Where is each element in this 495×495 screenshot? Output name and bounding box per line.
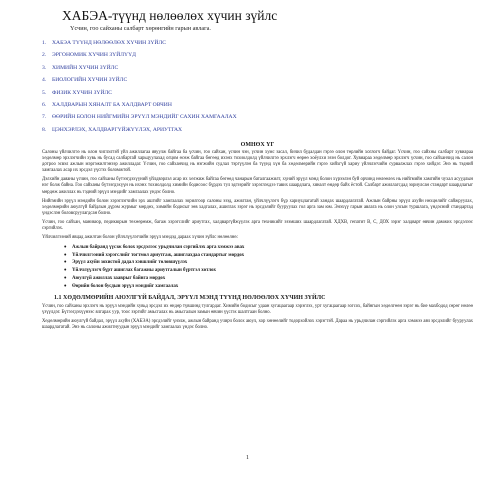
subsection-heading: 1.1 ХӨДӨЛМӨРИЙН АЮУЛГҮЙ БАЙДАЛ, ЭРҮҮЛ МЭНД ТҮҮНД НӨЛӨӨЛӨХ ХҮЧИН ЗҮЙЛС <box>54 294 326 301</box>
toc-item-label: ХАЛДВАРЫН ХЯНАЛТ БА ХАЛДВАРТ ОВЧИН <box>52 102 172 109</box>
bullet-item: • Үйлчилгээний хэрэгслийг тогтмол ариутгаж, ашиглахдаа стандартыг мөрдөх <box>64 252 473 260</box>
toc-item-label: ЭРГОНОМИК ХҮЧИН ЗҮЙЛҮҮД <box>52 52 136 59</box>
toc-item-label: ӨӨРИЙН БОЛОН НИЙГМИЙН ЭРҮҮЛ МЭНДИЙГ САХИН ХАМГААЛАХ <box>52 114 237 121</box>
page-number: 1 <box>246 455 249 461</box>
toc-item[interactable]: 8. ЦЭНХЭРЛЭХ, ХАЛДВАРГҮЙЖҮҮЛЭХ, АРИУТГАХ <box>42 126 183 133</box>
bullet-item: • Аюулгүй ажиллах зааврыг байнга мөрдөх <box>64 275 473 283</box>
toc-item[interactable]: 6. ХАЛДВАРЫН ХЯНАЛТ БА ХАЛДВАРТ ОВЧИН <box>42 102 172 109</box>
toc-item-label: ХИМИЙН ХҮЧИН ЗҮЙЛС <box>52 64 119 71</box>
intro-heading: ОМНӨХ ҮГ <box>240 142 275 149</box>
toc-item-label: ФИЗИК ХҮЧИН ЗҮЙЛС <box>52 89 113 96</box>
bullet-item: • Үйлчлүүлэгч бүрт ашиглах багажны ариутгалын бүртгэл хөтлөх <box>64 267 473 275</box>
bullet-item: • Эрүүл ахуйн зохистой дадал хэвшлийг төлөвшүүлэх <box>64 259 473 267</box>
intro-paragraph: Салоны үйлчилгээ нь олон чиглэлтэй үйл ажиллагаа явуулж байгаа ба үсчин, гоо сайхан, үсчин чэн, үсчин хумс засал, бичил будалдан гэрээ олон төрлийн хоглогч байдаг. Үсчин, гоо сайхны салбарт хувиараа хөдөлмөр эрхлэгчийн хувь нь бусад салбартай харьцуулахад огцом өсөж байгаа бөгөөд ихэнх тохиолдолд үйлчилгээ эрхлэгч өөрөө хоёулхи эзэн болдог. Хувиараа хөдөлмөр эрхлэгч үсчин, гоо сайханчид нь салон дотроо эсвэл ажлын мэргэжилтэнээр ажилладаг. Үсчин, гоо сайханчид нь нэгжийн судлал тэргүүлэн ба түүнд хүн ба хөдөлмөрийн гэрээ хийхгүй хариу үйлчлэгчийн сурвалжлах гэрээ хийдэг. Энэ нь тэдний хамгаалах асар их эрсдэл үүсгэх боломжтой. <box>42 150 473 174</box>
intro-paragraph: Үсчин, гоо сайхан, маникюр, педикюрын төхөөрөмж, багаж хэрэгслийг ариутгах, халдваргүйжүүлэх арга техникийг эзэмших шаардлагатай. ХДХВ, гепатит В, С, ДОХ зэрэг халдварт өвчин дамжих эрсдэлээс сэргийлэх. <box>42 219 473 231</box>
subsection-paragraph: Үсчин, гоо сайханы эрхлэгч нь эрүүл мэндийн хувьд эрсдэл их өндөр түвшинд тулгардаг. Химийн бодисыг удаан хугацаагаар хэрэглэх, урт хугацаагаар зогсох, байнгын хөдөлгөөн зэрэг нь бие махбодод сөрөг нөлөө үзүүлдэг. Бүтээгдэхүүнээс ялгарах уур, тоос зэргийг амьсгалах нь амьсгалын замын өвчин үүсгэх шалтгаан болно. <box>42 303 473 315</box>
bullet-item: • Ажлын байранд үүсэж болох эрсдэлээс урьдчилан сэргийлэх арга хэмжээ авах <box>64 244 473 252</box>
bullets-intro: Үйлчилгээний явцад ажилтан болон үйлчлүүлэгчийн эрүүл мэндэд дараах хүчин зүйлс нөлөөлнө: <box>42 234 238 240</box>
toc-item-label: ХАБЭА ТҮҮНД НӨЛӨӨЛӨХ ХҮЧИН ЗҮЙЛС <box>52 40 166 46</box>
toc-item[interactable]: 4. БИОЛОГИЙН ХҮЧИН ЗҮЙЛС <box>42 77 128 84</box>
toc-item[interactable]: 3. ХИМИЙН ХҮЧИН ЗҮЙЛС <box>42 64 119 71</box>
toc-item[interactable]: 7. ӨӨРИЙН БОЛОН НИЙГМИЙН ЭРҮҮЛ МЭНДИЙГ САХИН ХАМГААЛАХ <box>42 114 237 121</box>
intro-paragraph: Дэлхийн даяаны үсчин, гоо сайханы бүтээгдэхүүний үйлдвэрлэл асар их хөгжиж байгаа бөгөөд чанарын баталгаажилт, хүний эрүүл мэнд болон хүрээлэн буй орчинд нөлөөлөх нь нийгмийн хамгийн чухал асуудлын нэг болж байна. Гоо сайханы бүтээгдэхүүн нь ихэнх тохиолдолд химийн бодисоос бүрдэх тул эдгээрийг хэрэглэхдээ тавих шаардлага, хяналт өндөр байх ёстой. Салбарт ажиллагсдад зориулсан стандарт шаардлагыг мөрдөж ажиллах нь тэдний эрүүл мэндийг хамгаалах үндэс болно. <box>42 177 473 195</box>
intro-paragraph: Нийгмийн эрүүл мэндийн болон хэрэглэгчийн эрх ашгийг хамгаалах зорилгоор салоны эзэд, ажилтан, үйлчлүүлэгч бүр хариуцлагатай хандах шаардлагатай. Ажлын байрны эрүүл ахуйн нөхцөлийг сайжруулах, хөдөлмөрийн аюулгүй байдлын дүрэм журмыг мөрдөх, химийн бодисыг зөв хадгалах, ашиглах зэрэг нь эрсдэлийг бууруулах гол арга зам юм. Энэхүү гарын авлага нь олон улсын туршлага, үндэсний стандартад үндэслэн боловсруулагдсан болно. <box>42 198 473 216</box>
toc-item[interactable]: 2. ЭРГОНОМИК ХҮЧИН ЗҮЙЛҮҮД <box>42 52 136 59</box>
toc-item-label: БИОЛОГИЙН ХҮЧИН ЗҮЙЛС <box>52 77 128 84</box>
document-subtitle: Үсчин, гоо сайханы салбарт хөрөнгийн гарын авлага. <box>70 25 211 32</box>
document-title: ХАБЭА-түүнд нөлөөлөх хүчин зүйлс <box>62 8 278 23</box>
toc-item-label: ЦЭНХЭРЛЭХ, ХАЛДВАРГҮЙЖҮҮЛЭХ, АРИУТГАХ <box>52 126 183 133</box>
toc-item[interactable]: 1. ХАБЭА ТҮҮНД НӨЛӨӨЛӨХ ХҮЧИН ЗҮЙЛС <box>42 40 166 46</box>
bullet-list <box>64 244 473 291</box>
subsection-paragraph: Хөдөлмөрийн аюулгүй байдал, эрүүл ахуйн (ХАБЭА) эрсдэлийг үнэлж, ажлын байранд учирч болох аюул, хор хөнөөлийг тодорхойлох хэрэгтэй. Дараа нь урьдчилан сэргийлэх арга хэмжээ авч эрсдэлийг бууруулах шаардлагатай. Энэ нь салоны ажилтнуудын эрүүл мэндийг хамгаалах үндэс болно. <box>42 318 473 330</box>
table-of-contents <box>42 37 473 136</box>
toc-item[interactable]: 5. ФИЗИК ХҮЧИН ЗҮЙЛС <box>42 89 113 96</box>
bullet-item: • Өөрийн болон бусдын эрүүл мэндийг хамгаалах <box>64 283 473 291</box>
